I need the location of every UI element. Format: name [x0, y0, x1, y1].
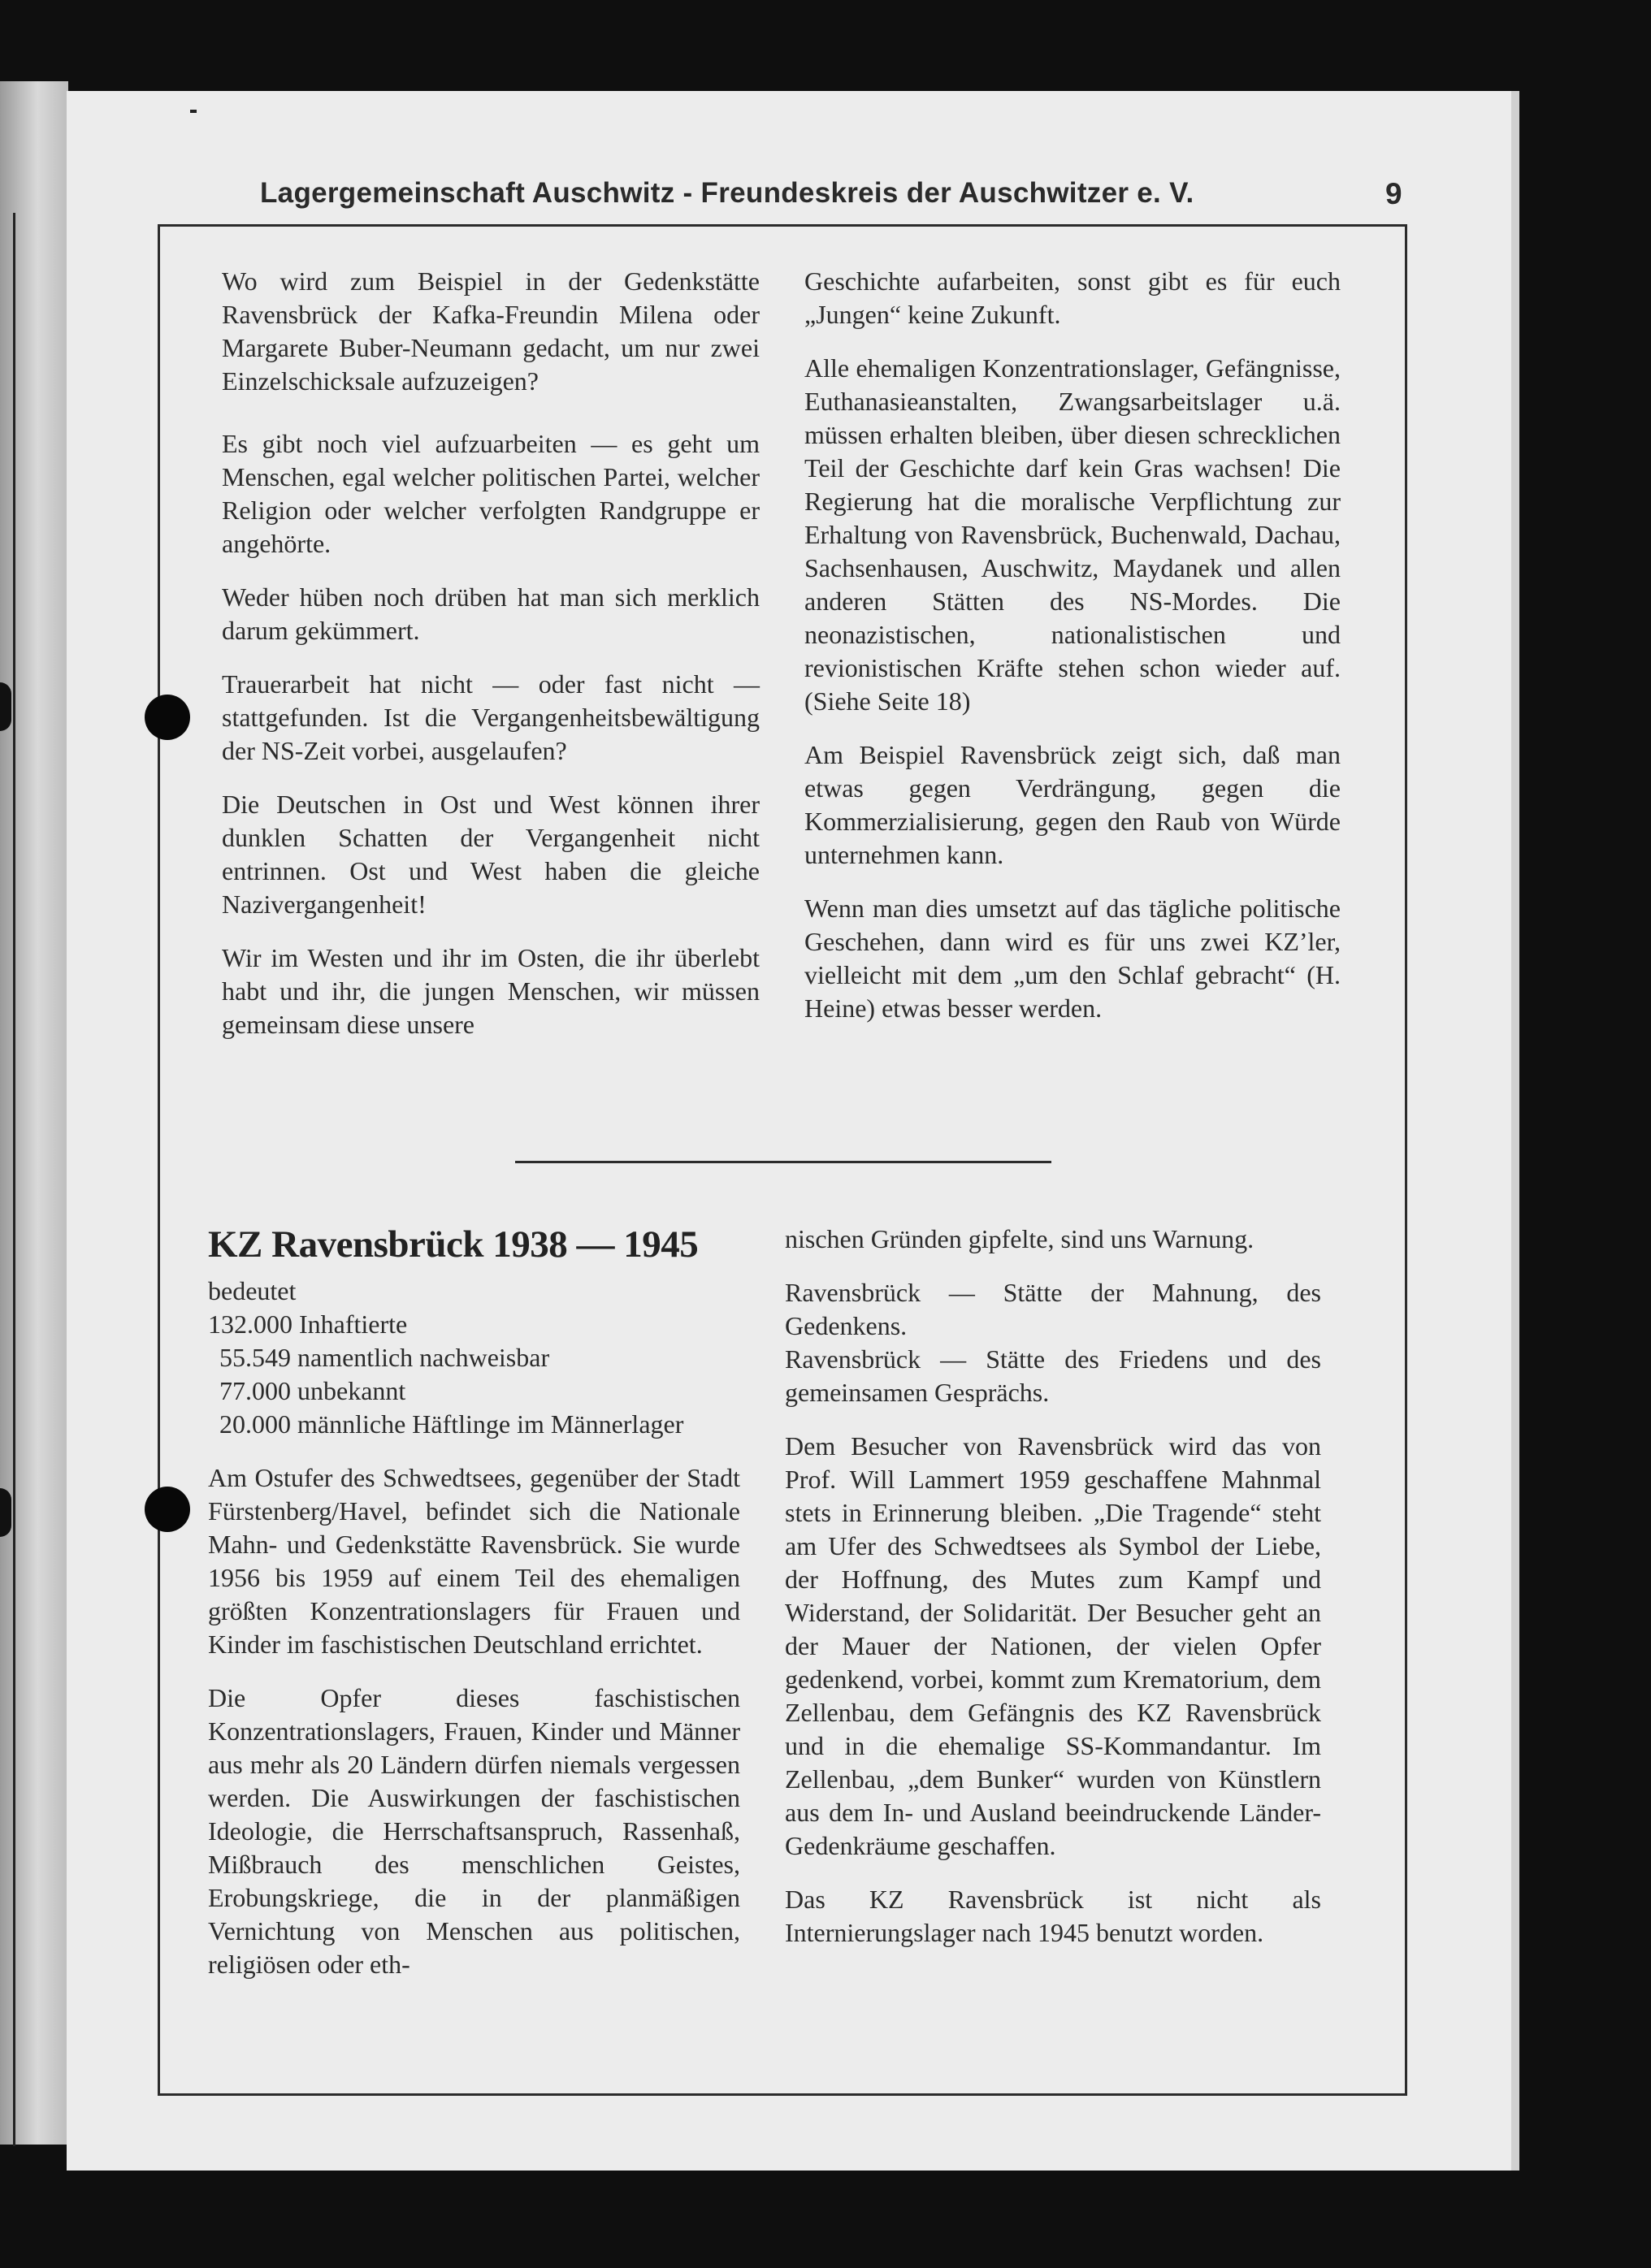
- publication-header: Lagergemeinschaft Auschwitz - Freundeskreis der Auschwitzer e. V.: [260, 177, 1194, 209]
- paragraph: Ravensbrück — Stätte des Friedens und des gemeinsamen Gesprächs.: [785, 1344, 1321, 1407]
- top-left-column: [222, 265, 760, 1041]
- facing-page-punch-hole: [0, 682, 11, 731]
- paragraph: Es gibt noch viel aufzuarbeiten — es geht um Menschen, egal welcher politischen Partei, welcher Religion oder welcher verfolgten Randgruppe er angehörte.: [222, 429, 760, 558]
- section-title: KZ Ravensbrück 1938 — 1945: [208, 1223, 699, 1266]
- paragraph: Ravensbrück — Stätte der Mahnung, des Gedenkens.: [785, 1278, 1321, 1340]
- section-divider: [515, 1161, 1051, 1163]
- facing-page-punch-hole: [0, 1488, 11, 1537]
- facing-page-frame-line: [0, 213, 15, 2146]
- statistics-block: [208, 1275, 740, 1441]
- paragraph: Dem Besucher von Ravensbrück wird das von Prof. Will Lammert 1959 geschaffene Mahnmal stets in Erinnerung bleiben. „Die Tragende“ steht am Ufer des Schwedtsees als Symbol der Liebe, der Hoffnung, des Mutes zum Kampf und Widerstand, der Solidarität. Der Besucher geht an der Mauer der Nationen, der vielen Opfer gedenkend, vorbei, kommt zum Krematorium, dem Zellenbau, dem Gefängnis des KZ Ravensbrück und in die ehemalige SS-Kommandantur. Im Zellenbau, „dem Bunker“ wurden von Künstlern aus dem In- und Ausland beeindruckende Länder-Gedenkräume geschaffen.: [785, 1431, 1321, 1860]
- scan-speck: [190, 110, 197, 113]
- page-edge-shadow: [1511, 91, 1519, 2171]
- paragraph: Alle ehemaligen Konzentrationslager, Gefängnisse, Euthanasieanstalten, Zwangsarbeitslager u.ä. müssen erhalten bleiben, über diesen schrecklichen Teil der Geschichte darf kein Gras wachsen! Die Regierung hat die moralische Verpflichtung zur Erhaltung von Ravensbrück, Buchenwald, Dachau, Sachsenhausen, Auschwitz, Maydanek und allen anderen Stätten des NS-Mordes. Die neonazistischen, nationalistischen und revionistischen Kräfte stehen schon wieder auf. (Siehe Seite 18): [804, 353, 1341, 716]
- paragraph: Geschichte aufarbeiten, sonst gibt es für euch „Jungen“ keine Zukunft.: [804, 266, 1341, 329]
- paragraph: Trauerarbeit hat nicht — oder fast nicht — stattgefunden. Ist die Vergangenheitsbewältigung der NS-Zeit vorbei, ausgelaufen?: [222, 669, 760, 765]
- punch-hole: [145, 695, 190, 740]
- paragraph: Die Deutschen in Ost und West können ihrer dunklen Schatten der Vergangenheit nicht entrinnen. Ost und West haben die gleiche Nazivergangenheit!: [222, 790, 760, 919]
- stats-line: 132.000 Inhaftierte: [208, 1309, 408, 1339]
- bottom-left-column: [208, 1223, 740, 1981]
- punch-hole: [145, 1487, 190, 1532]
- top-right-column: [804, 265, 1341, 1025]
- paragraph: Wo wird zum Beispiel in der Gedenkstätte Ravensbrück der Kafka-Freundin Milena oder Margarete Buber-Neumann gedacht, um nur zwei Einzelschicksale aufzuzeigen?: [222, 266, 760, 396]
- paragraph: Das KZ Ravensbrück ist nicht als Internierungslager nach 1945 benutzt worden.: [785, 1885, 1321, 1947]
- paragraph: Weder hüben noch drüben hat man sich merklich darum gekümmert.: [222, 582, 760, 645]
- stats-line: 77.000 unbekannt: [219, 1376, 406, 1405]
- paragraph: Wenn man dies umsetzt auf das tägliche politische Geschehen, dann wird es für uns zwei KZ’ler, vielleicht mit dem „um den Schlaf gebracht“ (H. Heine) etwas besser werden.: [804, 894, 1341, 1023]
- stats-intro: bedeutet: [208, 1276, 297, 1305]
- paragraph: Die Opfer dieses faschistischen Konzentrationslagers, Frauen, Kinder und Männer aus mehr als 20 Ländern dürfen niemals vergessen werden. Die Auswirkungen der faschistischen Ideologie, die Herrschaftsanspruch, Rassenhaß, Mißbrauch des menschlichen Geistes, Erobungskriege, die in der planmäßigen Vernichtung von Menschen aus politischen, religiösen oder eth-: [208, 1683, 740, 1979]
- paragraph: Am Beispiel Ravensbrück zeigt sich, daß man etwas gegen Verdrängung, gegen die Kommerzialisierung, gegen den Raub von Würde unternehmen kann.: [804, 740, 1341, 869]
- bottom-right-column: [785, 1223, 1321, 1950]
- paragraph: Am Ostufer des Schwedtsees, gegenüber der Stadt Fürstenberg/Havel, befindet sich die Nationale Mahn- und Gedenkstätte Ravensbrück. Sie wurde 1956 bis 1959 auf einem Teil des ehemaligen größten Konzentrationslagers für Frauen und Kinder im faschistischen Deutschland errichtet.: [208, 1463, 740, 1659]
- paragraph: Wir im Westen und ihr im Osten, die ihr überlebt habt und ihr, die jungen Menschen, wir müssen gemeinsam diese unsere: [222, 943, 760, 1039]
- stats-line: 55.549 namentlich nachweisbar: [219, 1343, 550, 1372]
- page-number: 9: [1385, 177, 1402, 210]
- stats-line: 20.000 männliche Häftlinge im Männerlager: [219, 1409, 684, 1439]
- paragraph: nischen Gründen gipfelte, sind uns Warnung.: [785, 1224, 1254, 1253]
